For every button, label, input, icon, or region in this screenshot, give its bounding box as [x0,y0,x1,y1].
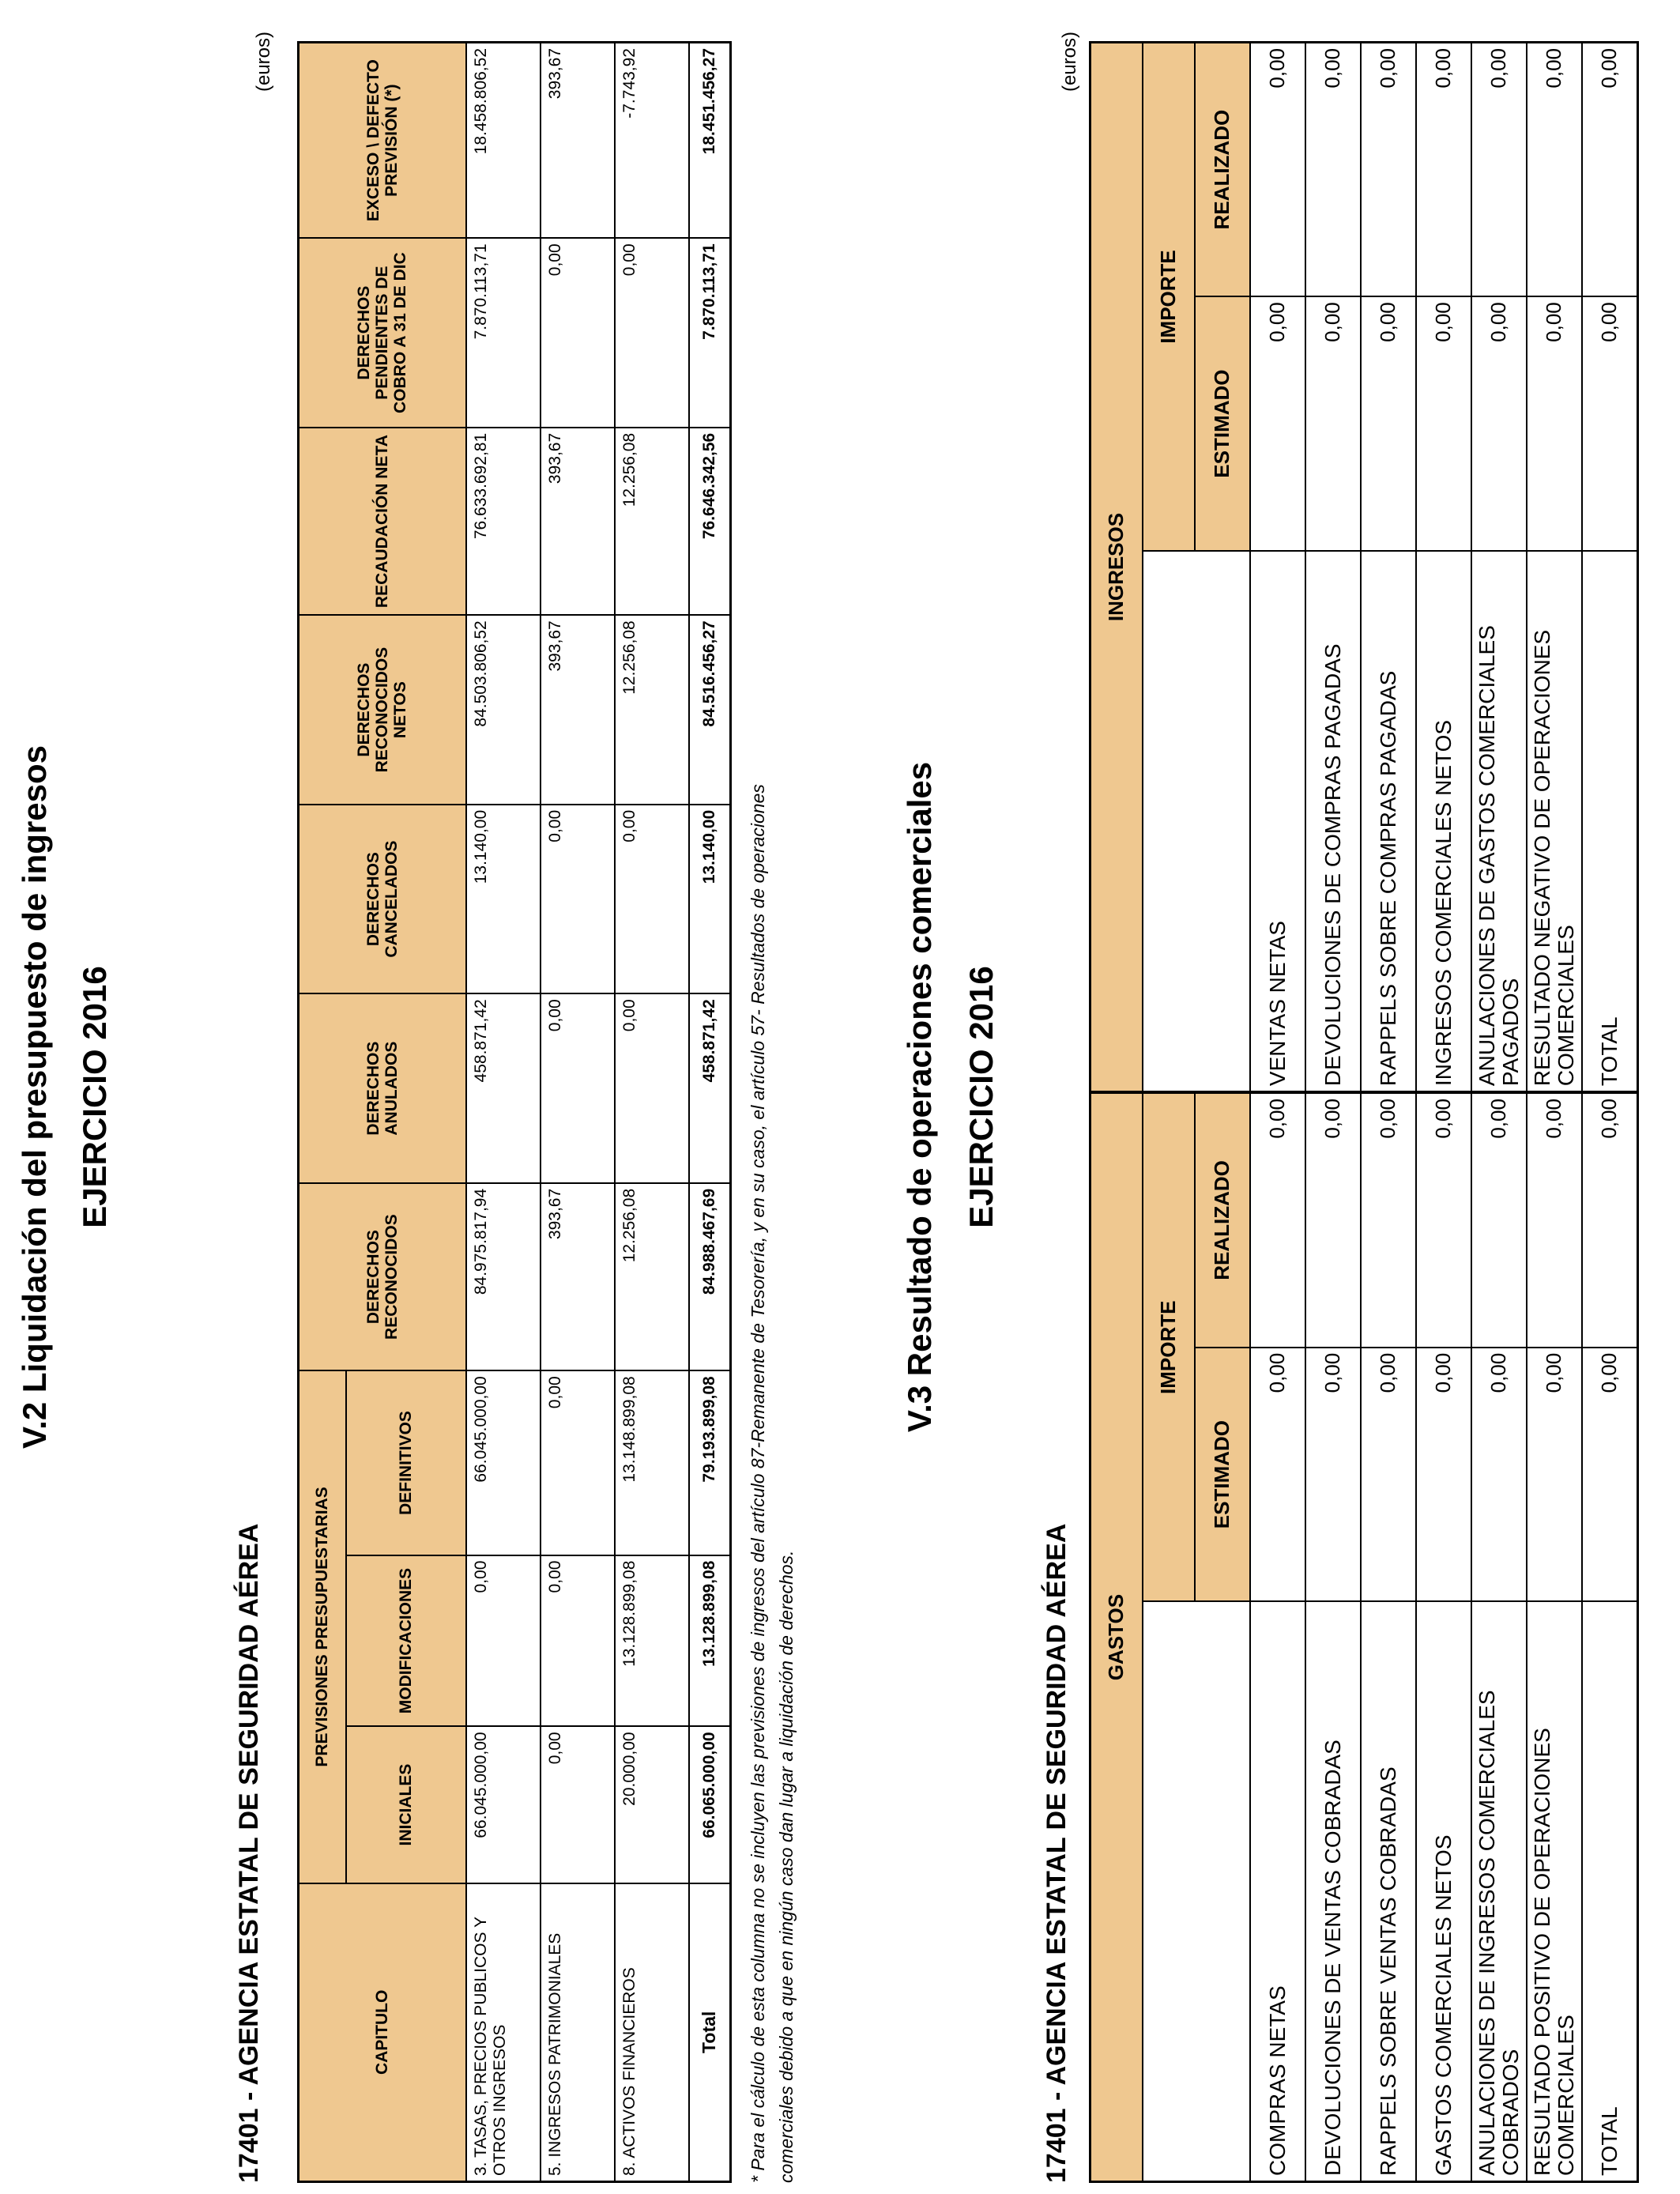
header-pendientes: DERECHOS PENDIENTES DE COBRO A 31 DE DIC [299,238,466,428]
cell-pendientes: 0,00 [541,238,615,428]
cell-iniciales: 20.000,00 [615,1726,689,1883]
table-row [1416,43,1471,2182]
cell-gasto-estimado: 0,00 [1361,1348,1416,1602]
cell-anulados: 458.871,42 [466,993,541,1183]
cell-reconocidos: 12.256,08 [615,1183,689,1370]
cell-gasto-total-label: TOTAL [1582,1601,1638,2181]
cell-ingreso-realizado: 0,00 [1416,43,1471,297]
header-modificaciones: MODIFICACIONES [346,1555,466,1727]
cell-recaudacion: 76.633.692,81 [466,428,541,615]
cell-ingreso-realizado: 0,00 [1471,43,1527,297]
cell-gasto-estimado: 0,00 [1305,1348,1361,1602]
cell-reconocidos: 84.975.817,94 [466,1183,541,1370]
table-row [1527,43,1582,2182]
cell-pendientes: 0,00 [615,238,689,428]
header-capitulo: CAPITULO [299,1883,466,2182]
cell-pendientes: 7.870.113,71 [466,238,541,428]
cell-modificaciones: 13.128.899,08 [615,1555,689,1727]
cell-definitivos: 0,00 [541,1370,615,1555]
cell-total-modificaciones: 13.128.899,08 [689,1555,731,1727]
cell-gasto-realizado: 0,00 [1305,1092,1361,1348]
cell-gasto-estimado: 0,00 [1416,1348,1471,1602]
cell-ingreso-concepto: DEVOLUCIONES DE COMPRAS PAGADAS [1305,551,1361,1092]
cell-total-exceso: 18.451.456,27 [689,43,731,239]
table-row [615,43,689,2182]
table-total-row [1582,43,1638,2182]
header-ingresos-estimado: ESTIMADO [1195,296,1250,551]
cell-ingreso-total-label: TOTAL [1582,551,1638,1092]
cell-ingreso-estimado: 0,00 [1305,296,1361,551]
cell-gasto-concepto: COMPRAS NETAS [1250,1601,1305,2181]
cell-gasto-estimado: 0,00 [1250,1348,1305,1602]
table-row [1471,43,1527,2182]
cell-capitulo: 5. INGRESOS PATRIMONIALES [541,1883,615,2182]
cell-gasto-realizado: 0,00 [1361,1092,1416,1348]
cell-gasto-concepto: ANULACIONES DE INGRESOS COMERCIALES COBRADOS [1471,1601,1527,2181]
cell-gasto-concepto: RESULTADO POSITIVO DE OPERACIONES COMERCIALES [1527,1601,1582,2181]
cell-gasto-estimado: 0,00 [1471,1348,1527,1602]
cell-iniciales: 66.045.000,00 [466,1726,541,1883]
cell-ingreso-estimado: 0,00 [1361,296,1416,551]
cell-total-definitivos: 79.193.899,08 [689,1370,731,1555]
cell-total-label: Total [689,1883,731,2182]
cell-ingreso-estimado: 0,00 [1416,296,1471,551]
cell-iniciales: 0,00 [541,1726,615,1883]
cell-gasto-concepto: GASTOS COMERCIALES NETOS [1416,1601,1471,2181]
cell-gasto-total-estimado: 0,00 [1582,1348,1638,1602]
cell-gasto-realizado: 0,00 [1416,1092,1471,1348]
header-reconocidos: DERECHOS RECONOCIDOS [299,1183,466,1370]
cell-total-anulados: 458.871,42 [689,993,731,1183]
cell-exceso: -7.743,92 [615,43,689,239]
header-previsiones: PREVISIONES PRESUPUESTARIAS [299,1370,346,1883]
cell-cancelados: 13.140,00 [466,805,541,994]
table-row [541,43,615,2182]
gastos-label-spacer [1143,1601,1250,2181]
cell-capitulo: 8. ACTIVOS FINANCIEROS [615,1883,689,2182]
v3-commercial-operations-table [1089,41,1639,2183]
cell-netos: 84.503.806,52 [466,615,541,805]
header-gastos-importe: IMPORTE [1143,1092,1195,1601]
cell-gasto-concepto: RAPPELS SOBRE VENTAS COBRADAS [1361,1601,1416,2181]
cell-modificaciones: 0,00 [466,1555,541,1727]
cell-ingreso-concepto: RESULTADO NEGATIVO DE OPERACIONES COMERCIALES [1527,551,1582,1092]
v2-ejercicio: EJERCICIO 2016 [76,966,113,1228]
header-recaudacion: RECAUDACIÓN NETA [299,428,466,615]
cell-total-reconocidos: 84.988.467,69 [689,1183,731,1370]
cell-exceso: 393,67 [541,43,615,239]
cell-total-iniciales: 66.065.000,00 [689,1726,731,1883]
header-ingresos-importe: IMPORTE [1143,43,1195,551]
cell-gasto-realizado: 0,00 [1471,1092,1527,1348]
cell-capitulo: 3. TASAS, PRECIOS PUBLICOS Y OTROS INGRESOS [466,1883,541,2182]
cell-ingreso-total-estimado: 0,00 [1582,296,1638,551]
table-row [1250,43,1305,2182]
cell-ingreso-concepto: INGRESOS COMERCIALES NETOS [1416,551,1471,1092]
cell-ingreso-realizado: 0,00 [1250,43,1305,297]
cell-reconocidos: 393,67 [541,1183,615,1370]
v3-ejercicio: EJERCICIO 2016 [962,966,1000,1228]
cell-gasto-total-realizado: 0,00 [1582,1092,1638,1348]
header-netos: DERECHOS RECONOCIDOS NETOS [299,615,466,805]
cell-total-netos: 84.516.456,27 [689,615,731,805]
header-cancelados: DERECHOS CANCELADOS [299,805,466,994]
cell-ingreso-realizado: 0,00 [1305,43,1361,297]
v2-title: V.2 Liquidación del presupuesto de ingresos [16,745,53,1449]
cell-ingreso-estimado: 0,00 [1527,296,1582,551]
cell-definitivos: 66.045.000,00 [466,1370,541,1555]
header-anulados: DERECHOS ANULADOS [299,993,466,1183]
cell-gasto-concepto: DEVOLUCIONES DE VENTAS COBRADAS [1305,1601,1361,2181]
cell-cancelados: 0,00 [541,805,615,994]
table-row [1361,43,1416,2182]
cell-ingreso-estimado: 0,00 [1250,296,1305,551]
table-total-row [689,43,731,2182]
header-ingresos-realizado: REALIZADO [1195,43,1250,297]
table-row [466,43,541,2182]
cell-cancelados: 0,00 [615,805,689,994]
v2-unit: (euros) [253,31,274,92]
cell-gasto-realizado: 0,00 [1527,1092,1582,1348]
cell-anulados: 0,00 [615,993,689,1183]
v2-income-budget-table [297,41,732,2183]
v3-entity: 17401 - AGENCIA ESTATAL DE SEGURIDAD AÉREA [1042,1523,1072,2183]
header-iniciales: INICIALES [346,1726,466,1883]
header-gastos-realizado: REALIZADO [1195,1092,1250,1348]
cell-ingreso-concepto: RAPPELS SOBRE COMPRAS PAGADAS [1361,551,1416,1092]
cell-modificaciones: 0,00 [541,1555,615,1727]
table-row [1305,43,1361,2182]
cell-definitivos: 13.148.899,08 [615,1370,689,1555]
cell-recaudacion: 12.256,08 [615,428,689,615]
header-exceso: EXCESO \ DEFECTO PREVISIÓN (*) [299,43,466,239]
cell-exceso: 18.458.806,52 [466,43,541,239]
cell-total-cancelados: 13.140,00 [689,805,731,994]
cell-ingreso-total-realizado: 0,00 [1582,43,1638,297]
cell-gasto-realizado: 0,00 [1250,1092,1305,1348]
header-definitivos: DEFINITIVOS [346,1370,466,1555]
cell-ingreso-estimado: 0,00 [1471,296,1527,551]
v3-title: V.3 Resultado de operaciones comerciales [901,761,938,1433]
cell-netos: 393,67 [541,615,615,805]
cell-total-recaudacion: 76.646.342,56 [689,428,731,615]
cell-anulados: 0,00 [541,993,615,1183]
cell-total-pendientes: 7.870.113,71 [689,238,731,428]
cell-ingreso-realizado: 0,00 [1527,43,1582,297]
cell-ingreso-concepto: ANULACIONES DE GASTOS COMERCIALES PAGADOS [1471,551,1527,1092]
cell-recaudacion: 393,67 [541,428,615,615]
header-ingresos: INGRESOS [1090,43,1143,1093]
cell-ingreso-concepto: VENTAS NETAS [1250,551,1305,1092]
cell-ingreso-realizado: 0,00 [1361,43,1416,297]
cell-gasto-estimado: 0,00 [1527,1348,1582,1602]
v2-footnote: * Para el cálculo de esta columna no se incluyen las previsiones de ingresos del artículo 87-Remanente de Tesorería, y en su caso, el artículo 57- Resultados de operaciones comerciales debido a que en ningún caso dan lugar a liquidación de derechos. [748,784,797,2183]
cell-netos: 12.256,08 [615,615,689,805]
header-gastos-estimado: ESTIMADO [1195,1348,1250,1602]
v3-unit: (euros) [1059,31,1080,92]
ingresos-label-spacer [1143,551,1250,1092]
header-gastos: GASTOS [1090,1092,1143,2181]
v2-entity: 17401 - AGENCIA ESTATAL DE SEGURIDAD AÉREA [234,1523,264,2183]
